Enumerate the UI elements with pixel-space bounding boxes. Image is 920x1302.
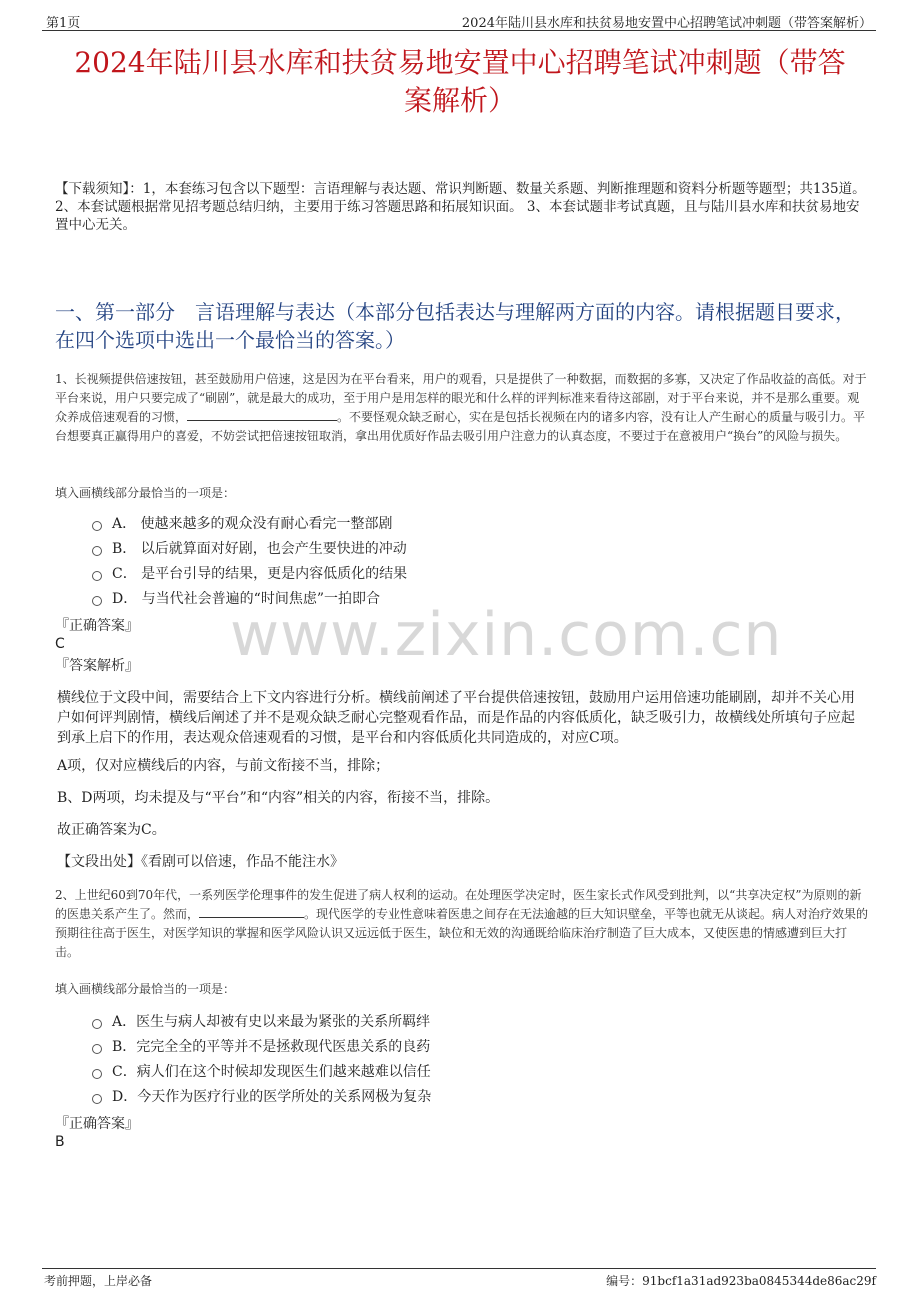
radio-icon[interactable] — [92, 1069, 102, 1079]
header-doc-title: 2024年陆川县水库和扶贫易地安置中心招聘笔试冲刺题（带答案解析） — [461, 16, 872, 31]
footer-doc-id: 编号：91bcf1a31ad923ba0845344de86ac29f — [606, 1274, 876, 1288]
radio-icon[interactable] — [92, 596, 102, 606]
radio-icon[interactable] — [92, 1094, 102, 1104]
question-1-source: 【文段出处】《看剧可以倍速，作品不能注水》 — [57, 854, 344, 870]
radio-icon[interactable] — [92, 1044, 102, 1054]
radio-icon[interactable] — [92, 546, 102, 556]
radio-icon[interactable] — [92, 521, 102, 531]
question-2-option-b[interactable]: B．完完全全的平等并不是拯救现代医患关系的良药 — [92, 1037, 430, 1057]
question-1-prompt: 填入画横线部分最恰当的一项是： — [55, 486, 236, 500]
watermark: www.zixin.com.cn — [230, 600, 783, 670]
question-1-analysis-bd: B、D两项，均未提及与“平台”和“内容”相关的内容，衔接不当，排除。 — [57, 790, 500, 806]
page-title-line-1: 2024年陆川县水库和扶贫易地安置中心招聘笔试冲刺题（带答 — [74, 46, 846, 79]
question-1-analysis-text: 横线位于文段中间，需要结合上下文内容进行分析。横线前阐述了平台提供倍速按钮，鼓励用户运用倍速功能刷剧，却并不关心用户如何评判剧情，横线后阐述了并不是观众缺乏耐心完整观看作品，而是作品的内容低质化，缺乏吸引力，故横线处所填句子应起到承上启下的作用，表达观众倍速观看的习惯，是平台和内容低质化共同造成的，对应C项。 — [57, 690, 855, 746]
question-1-analysis-a: A项，仅对应横线后的内容，与前文衔接不当，排除； — [57, 758, 390, 774]
question-1-answer: C — [55, 636, 65, 652]
question-2-answer: B — [55, 1134, 65, 1150]
question-2-prompt: 填入画横线部分最恰当的一项是： — [55, 982, 236, 996]
question-2-option-c[interactable]: C．病人们在这个时候却发现医生们越来越难以信任 — [92, 1062, 431, 1082]
page-title-line-2: 案解析） — [403, 84, 516, 117]
footer-divider — [42, 1268, 876, 1269]
page-number: 第1页 — [46, 16, 81, 31]
radio-icon[interactable] — [92, 1019, 102, 1029]
question-1-option-b[interactable]: B． 以后就算面对好剧，也会产生要快进的冲动 — [92, 539, 407, 559]
fill-blank — [187, 408, 337, 421]
question-1-option-a[interactable]: A． 使越来越多的观众没有耐心看完一整部剧 — [92, 514, 393, 534]
question-1-conclusion: 故正确答案为C。 — [57, 822, 166, 838]
fill-blank — [199, 905, 304, 918]
footer-slogan: 考前押题，上岸必备 — [44, 1274, 153, 1288]
question-1-option-d[interactable]: D． 与当代社会普遍的“时间焦虑”一拍即合 — [92, 589, 380, 609]
question-2-answer-label: 『正确答案』 — [55, 1116, 139, 1132]
question-1-option-c[interactable]: C． 是平台引导的结果，更是内容低质化的结果 — [92, 564, 407, 584]
question-1-answer-label: 『正确答案』 — [55, 618, 139, 634]
question-2-stem: 2、上世纪60到70年代，一系列医学伦理事件的发生促进了病人权利的运动。在处理医学决定时，医生家长式作风受到批判，以“共享决定权”为原则的新的医患关系产生了。然而， 。现代医学的专业性意味着医患之间存在无法逾越的巨大知识壁垒，平等也就无从谈起。病人对治疗效果的预期往往高于医生，对医学知识的掌握和医学风险认识又远远低于医生，缺位和无效的沟通既给临床治疗制造了巨大成本，又使医患的情感遭到巨大打击。 — [55, 888, 869, 959]
question-2-option-d[interactable]: D．今天作为医疗行业的医学所处的关系网极为复杂 — [92, 1087, 431, 1107]
download-notice: 【下载须知】：1，本套练习包含以下题型：言语理解与表达题、常识判断题、数量关系题、判断推理题和资料分析题等题型；共135道。 2、本套试题根据常见招考题总结归纳，主要用于练习答题思路和拓展知识面。 3、本套试题非考试真题，且与陆川县水库和扶贫易地安置中心无关。 — [55, 181, 866, 233]
question-1-analysis-label: 『答案解析』 — [55, 658, 139, 674]
question-2-option-a[interactable]: A．医生与病人却被有史以来最为紧张的关系所羁绊 — [92, 1012, 430, 1032]
question-1-stem: 1、长视频提供倍速按钮，甚至鼓励用户倍速，这是因为在平台看来，用户的观看，只是提供了一种数据，而数据的多寡，又决定了作品收益的高低。对于平台来说，用户只要完成了“刷剧”，就是最大的成功，至于用户是用怎样的眼光和什么样的评判标准来看待这部剧，对于平台来说，并不是那么重要。观众养成倍速观看的习惯， 。不要怪观众缺乏耐心，实在是包括长视频在内的诸多内容，没有让人产生耐心的质量与吸引力。平台想要真正赢得用户的喜爱，不妨尝试把倍速按钮取消，拿出用优质好作品去吸引用户注意力的认真态度，不要过于在意被用户“换台”的风险与损失。 — [55, 372, 867, 443]
radio-icon[interactable] — [92, 571, 102, 581]
section-heading: 一、第一部分 言语理解与表达（本部分包括表达与理解两方面的内容。请根据题目要求，在四个选项中选出一个最恰当的答案。） — [55, 300, 855, 352]
page-title — [40, 44, 880, 120]
header-divider — [42, 30, 876, 31]
